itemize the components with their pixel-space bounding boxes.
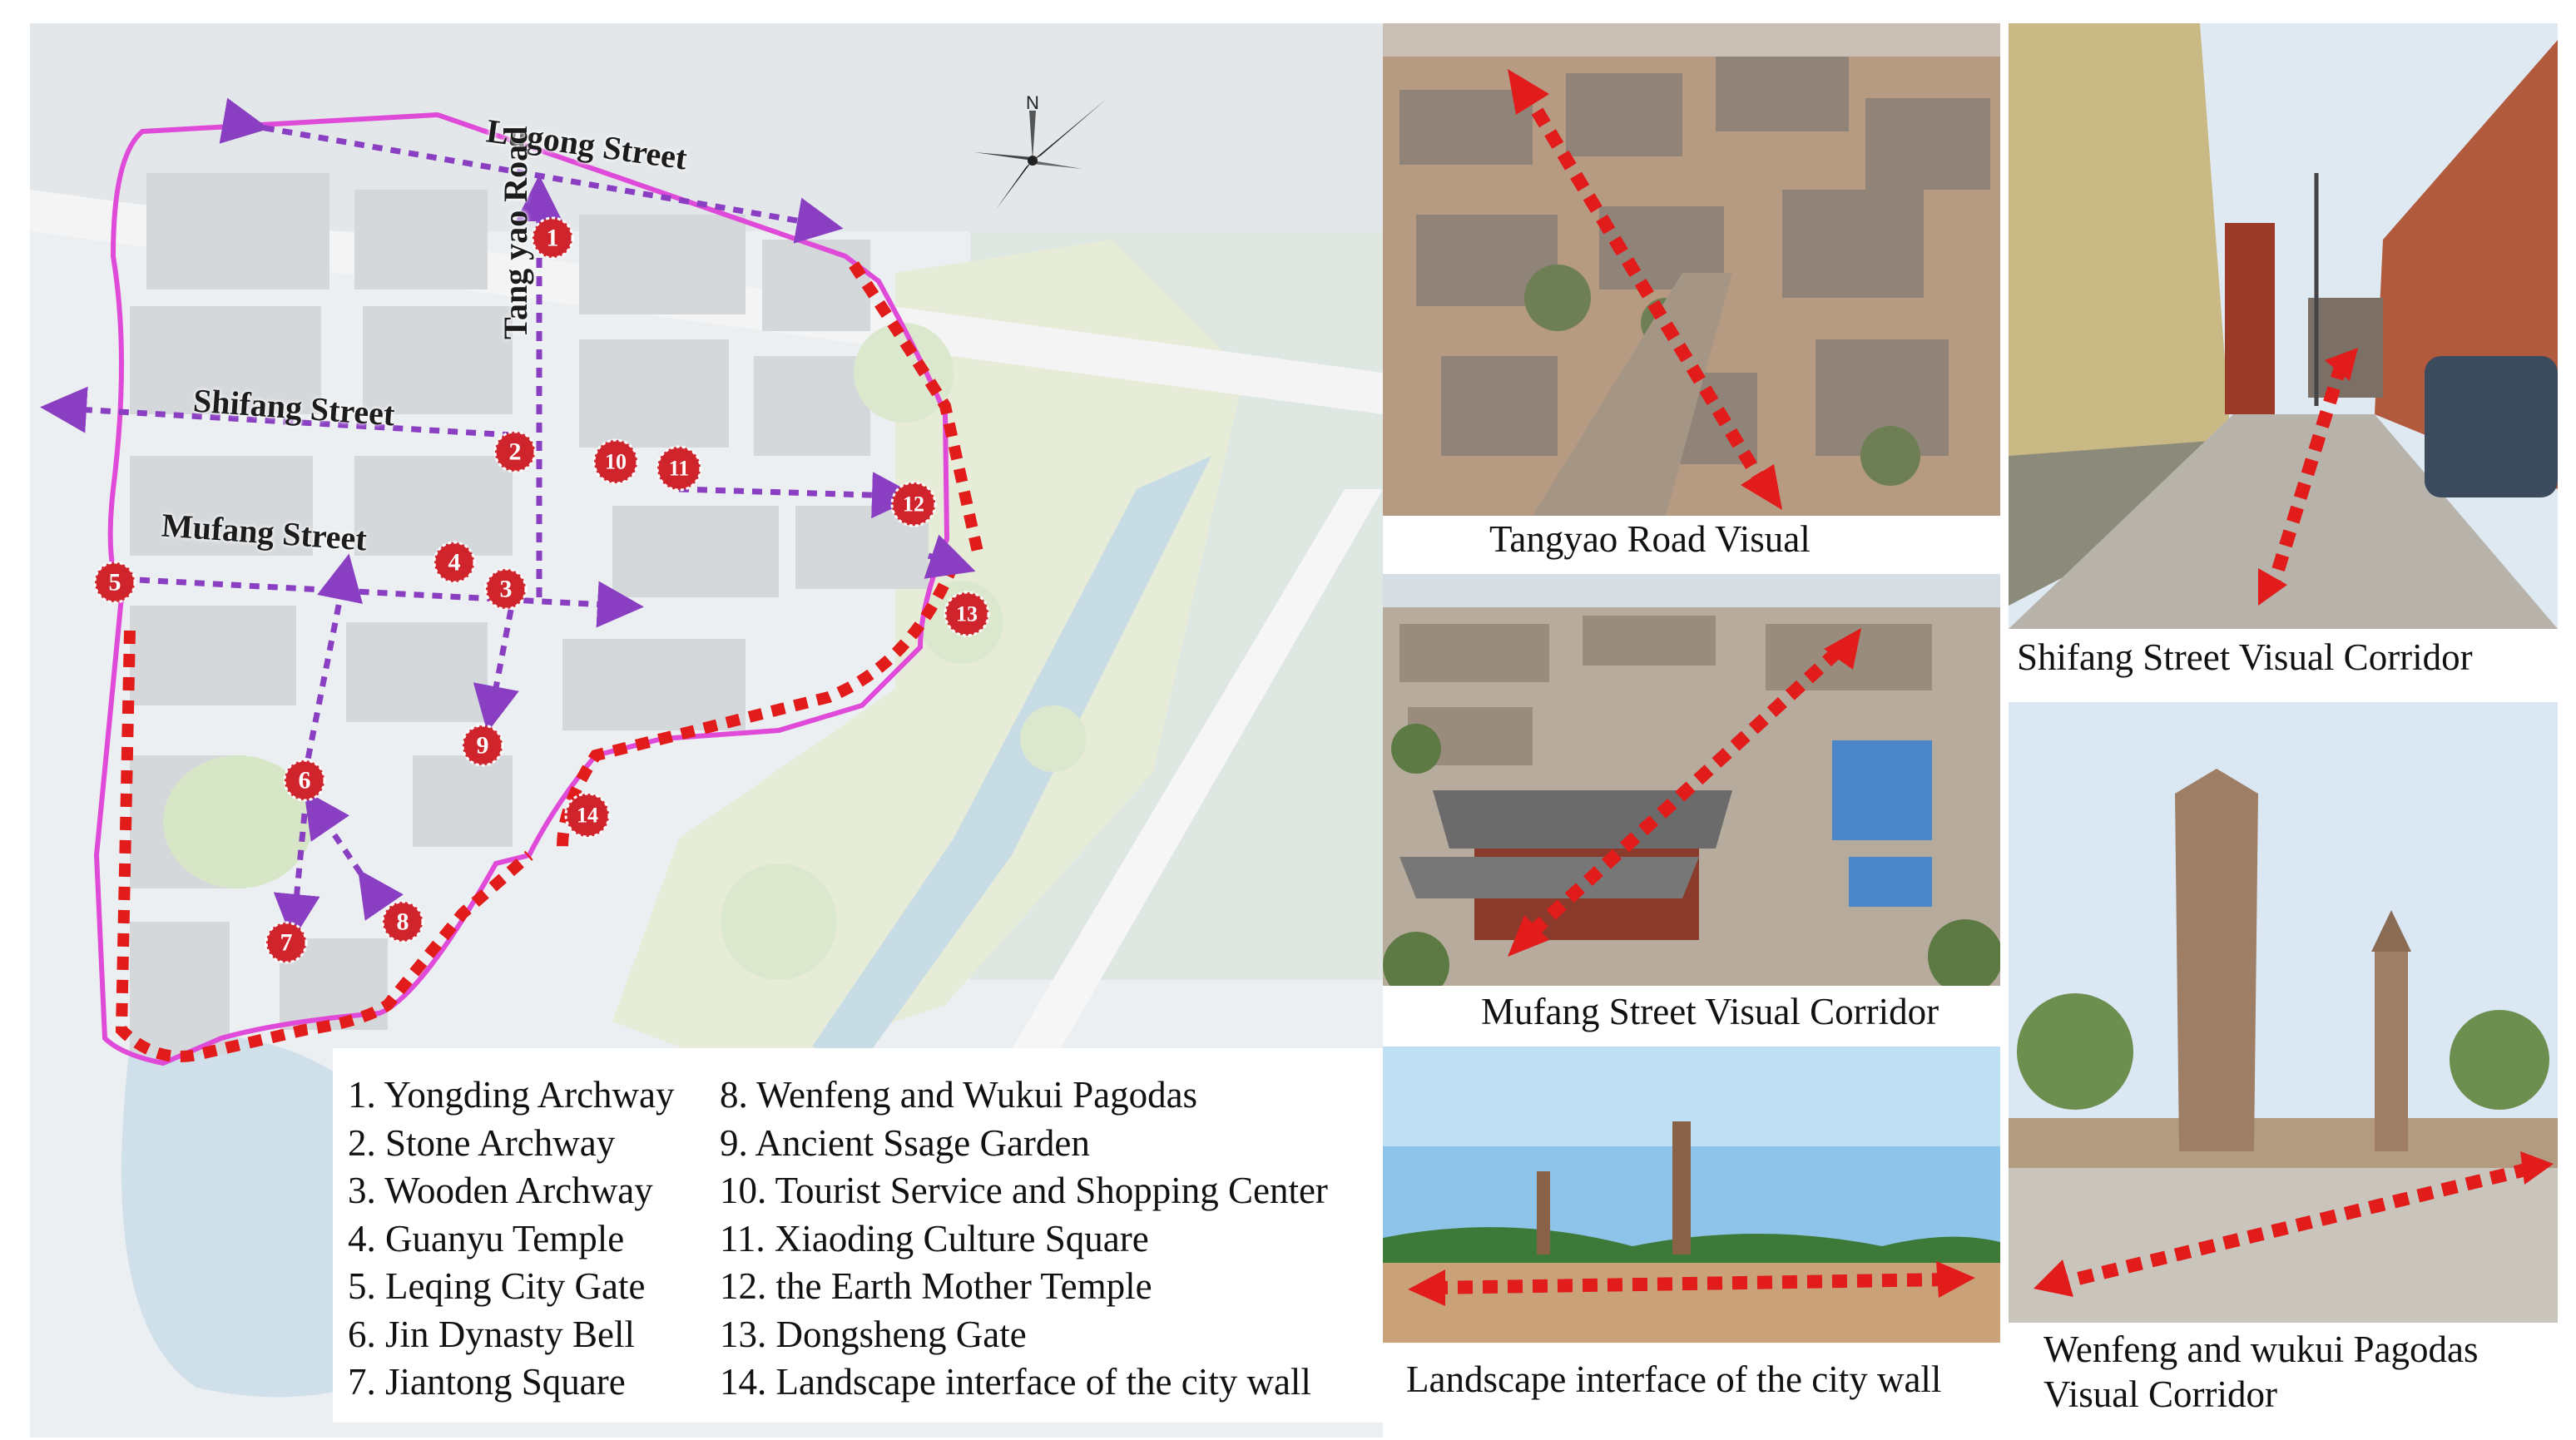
legend-item: 14. Landscape interface of the city wall (720, 1361, 1311, 1403)
pagodas-caption-line2: Visual Corridor (2043, 1373, 2278, 1415)
legend-item: 6. Jin Dynasty Bell (348, 1313, 635, 1355)
marker-10: 10 (605, 449, 627, 474)
shifang-street-label: Shifang Street (191, 381, 396, 433)
mufang-caption: Mufang Street Visual Corridor (1481, 991, 1939, 1032)
marker-2: 2 (508, 438, 522, 466)
tangyao-road-label: Tang yao Road (497, 126, 534, 339)
legend-item: 10. Tourist Service and Shopping Center (720, 1170, 1328, 1211)
marker-14: 14 (577, 803, 598, 828)
tangyao-road-photo (1383, 23, 2000, 516)
compass-north-label: N (1026, 92, 1039, 113)
city-wall-photo (1383, 1047, 2000, 1343)
pagodas-caption-line1: Wenfeng and wukui Pagodas (2043, 1329, 2479, 1370)
marker-7: 7 (280, 928, 293, 957)
legend-item: 12. the Earth Mother Temple (720, 1265, 1152, 1307)
legend-item: 1. Yongding Archway (348, 1074, 675, 1116)
legend-item: 11. Xiaoding Culture Square (720, 1217, 1149, 1259)
legend-item: 9. Ancient Ssage Garden (720, 1121, 1090, 1164)
marker-11: 11 (668, 456, 690, 481)
legend-item: 3. Wooden Archway (348, 1170, 653, 1211)
legend-item: 5. Leqing City Gate (348, 1265, 646, 1307)
legend-column-left (348, 1071, 675, 1407)
marker-4: 4 (448, 548, 461, 576)
pagodas-photo (2009, 702, 2558, 1323)
shifang-street-photo (2009, 23, 2558, 629)
legend-column-right (720, 1071, 1328, 1407)
lugong-street-label: Lugong Street (484, 111, 690, 177)
marker-1: 1 (546, 224, 559, 252)
marker-8: 8 (396, 908, 409, 936)
wall-caption: Landscape interface of the city wall (1406, 1358, 1942, 1400)
legend-item: 8. Wenfeng and Wukui Pagodas (720, 1074, 1198, 1116)
mufang-street-photo (1383, 574, 2000, 986)
mufang-street-label: Mufang Street (160, 506, 369, 558)
map-legend (333, 1048, 1386, 1423)
marker-3: 3 (499, 575, 513, 603)
marker-12: 12 (903, 492, 924, 517)
legend-item: 13. Dongsheng Gate (720, 1313, 1027, 1355)
marker-9: 9 (476, 731, 489, 760)
legend-item: 4. Guanyu Temple (348, 1217, 625, 1259)
legend-item: 7. Jiantong Square (348, 1361, 626, 1403)
tangyao-caption: Tangyao Road Visual (1489, 518, 1811, 560)
shifang-caption: Shifang Street Visual Corridor (2017, 636, 2473, 678)
marker-5: 5 (108, 568, 121, 596)
legend-item: 2. Stone Archway (348, 1121, 616, 1164)
marker-13: 13 (956, 601, 978, 626)
marker-6: 6 (298, 766, 311, 794)
